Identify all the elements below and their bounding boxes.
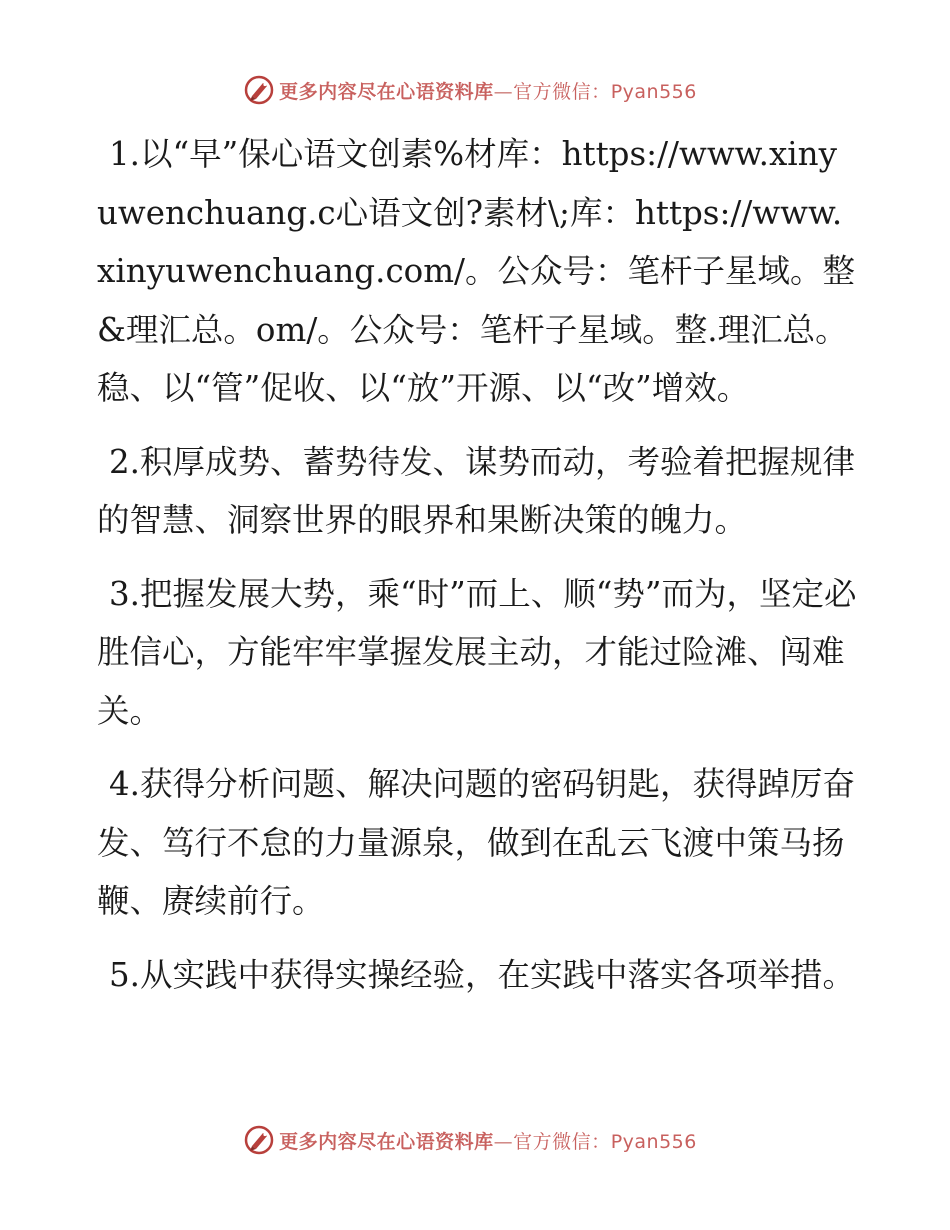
paragraph-text: 把握发展大势，乘“时”而上、顺“势”而为，坚定必胜信心，方能牢牢掌握发展主动，才能过险滩、闯难关。 <box>97 574 857 730</box>
header-banner-inner <box>243 74 697 106</box>
paragraph-number: 4. <box>109 765 141 803</box>
paragraph-4 <box>97 755 857 931</box>
footer-wechat-id: Pyan556 <box>610 1130 697 1153</box>
footer-banner <box>0 1120 950 1160</box>
paragraph-number: 5. <box>109 955 141 994</box>
footer-text <box>279 1127 697 1154</box>
header-wechat-label: 官方微信： <box>513 80 611 103</box>
paragraph-3 <box>97 565 857 741</box>
pen-circle-icon <box>243 74 275 106</box>
paragraph-text: 积厚成势、蓄势待发、谋势而动，考验着把握规律的智慧、洞察世界的眼界和果断决策的魄力。 <box>97 442 856 539</box>
paragraph-text: 获得分析问题、解决问题的密码钥匙，获得踔厉奋发、笃行不怠的力量源泉，做到在乱云飞渡中策马扬鞭、赓续前行。 <box>97 765 856 920</box>
paragraph-number: 3. <box>109 574 141 613</box>
footer-brand: 更多内容尽在心语资料库 <box>279 1130 494 1153</box>
paragraph-1 <box>97 125 857 418</box>
paragraph-text: 以“早”保心语文创素%材库：https://www.xinyuwenchuang.c心语文创?素材\;库：https://www.xinyuwenchuang.com/。公众号：笔杆子星域。整&理汇总。om/。公众号：笔杆子星域。整.理汇总。稳、以“管”促收、以“放”开源、以“改”增效。 <box>97 135 855 407</box>
header-text <box>279 77 697 104</box>
footer-banner-inner <box>243 1124 697 1156</box>
header-dash: — <box>493 80 514 103</box>
document-body <box>97 125 857 1004</box>
footer-wechat-label: 官方微信： <box>513 1130 611 1153</box>
paragraph-number: 1. <box>109 135 141 173</box>
header-wechat-id: Pyan556 <box>610 80 697 103</box>
paragraph-5 <box>97 946 857 1005</box>
footer-dash: — <box>493 1130 514 1153</box>
paragraph-text: 从实践中获得实操经验，在实践中落实各项举措。 <box>140 955 856 994</box>
paragraph-number: 2. <box>109 442 141 481</box>
header-banner <box>0 70 950 110</box>
pen-circle-icon <box>243 1124 275 1156</box>
paragraph-2 <box>97 433 857 550</box>
header-brand: 更多内容尽在心语资料库 <box>279 80 494 103</box>
